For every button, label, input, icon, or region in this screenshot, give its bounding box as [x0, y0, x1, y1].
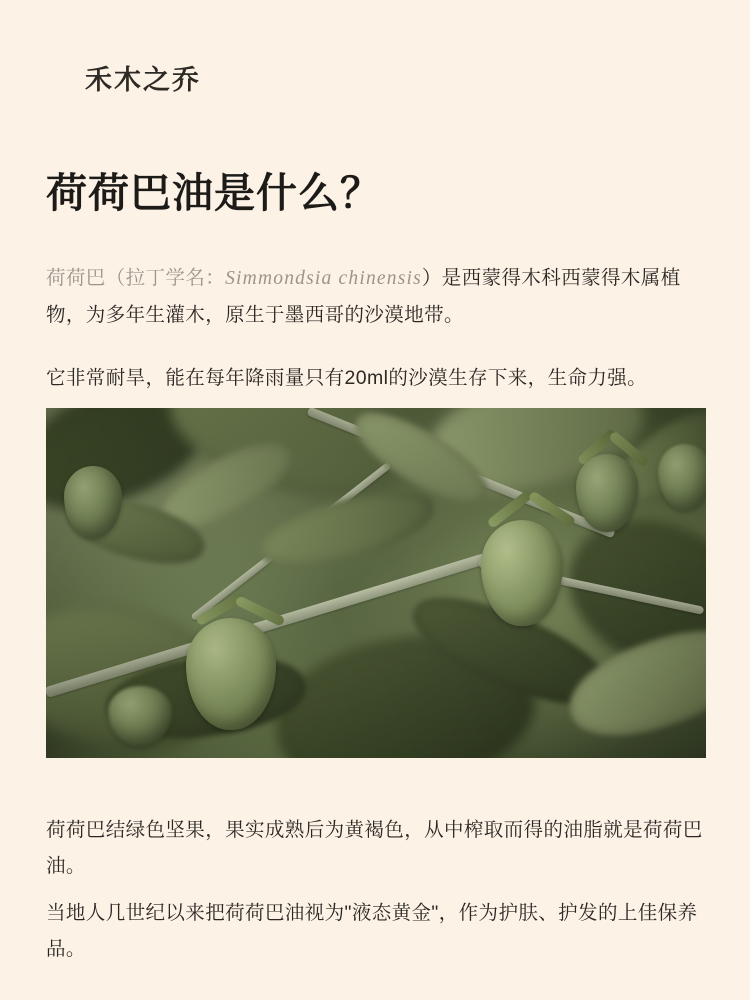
paragraph-intro: [46, 260, 706, 333]
brand-title: 禾木之乔: [85, 65, 201, 95]
photo-background: [46, 408, 706, 758]
paragraph-drought: 它非常耐旱，能在每年降雨量只有20ml的沙漠生存下来，生命力强。: [46, 366, 648, 389]
page-title: 荷荷巴油是什么？: [46, 170, 382, 217]
jojoba-plant-photo: [46, 408, 706, 758]
latin-name: Simmondsia chinensis: [225, 267, 422, 289]
paragraph-intro-part1: 荷荷巴（拉丁学名：: [46, 266, 226, 289]
photo-vignette: [46, 408, 706, 758]
paragraph-nut: 荷荷巴结绿色坚果，果实成熟后为黄褐色，从中榨取而得的油脂就是荷荷巴油。: [46, 818, 703, 877]
paragraph-liquid-gold: 当地人几世纪以来把荷荷巴油视为"液态黄金"，作为护肤、护发的上佳保养品。: [46, 901, 698, 960]
paragraph-intro-part2: ）是西蒙得木科西蒙得木属植物，为多年生灌木，原生于墨西哥的沙漠地带。: [46, 266, 681, 326]
